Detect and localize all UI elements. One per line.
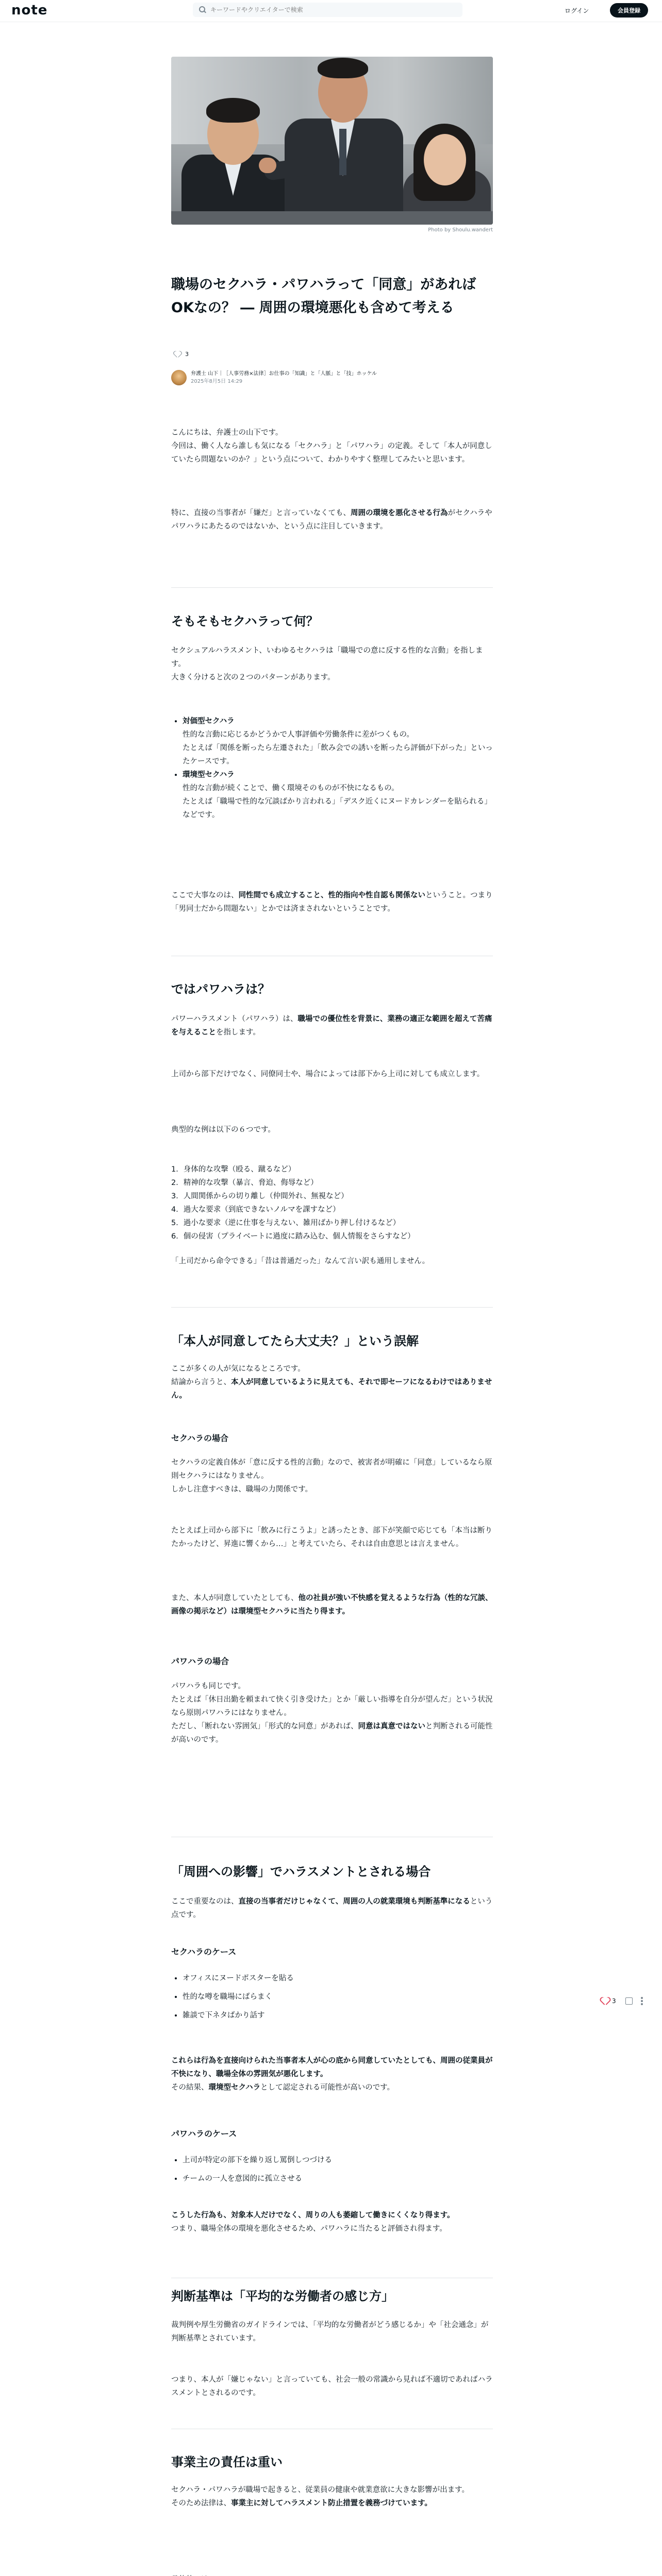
sec6-paragraph: セクハラ・パワハラが職場で起きると、従業員の健康や就業意欲に大きな影響が出ます。 そのため法律は、事業主に対してハラスメント防止措置を義務づけています。 [171, 2486, 469, 2507]
sec5-paragraph: 裁判例や厚生労働省のガイドラインでは、「平均的な労働者がどう感じるか」や「社会通念」が判断基準とされています。 [171, 2321, 489, 2343]
like-bar[interactable] [174, 351, 189, 358]
subheading-sexual-case: セクハラのケース [171, 1947, 237, 1957]
heart-icon[interactable] [601, 1997, 609, 2005]
sec3-sexual-paragraph: セクハラの定義自体が「意に反する性的言動」なので、被害者が明確に「同意」しているなら原則セクハラにはなりません。 しかし注意すべきは、職場の力関係です。 [171, 1459, 492, 1494]
photo-credit: Photo by Shoulu.wandert [428, 227, 493, 233]
sec1-list: • 対価型セクハラ 性的な言動に応じるかどうかで人事評価や労働条件に差がつくもの。 たとえば「関係を断ったら左遷された」「飲み会での誘いを断ったら評価が下がった」といったケースです。 • 環境型セクハラ 性的な言動が続くことで、働く環境そのものが不快になるもの。 たとえば「職場で性的な冗談ばかり言われる」「デスク近くにヌードカレンダーを貼られる」などです。 [171, 715, 493, 822]
search-box[interactable] [193, 3, 462, 17]
article-title: 職場のセクハラ・パワハラって「同意」があればOKなの？ ― 周囲の環境悪化も含めて考える [171, 277, 476, 316]
heading-sexual-harassment: そもそもセクハラって何？ [171, 614, 319, 629]
avatar[interactable] [171, 370, 187, 385]
heading-employer-responsibility: 事業主の責任は重い [171, 2455, 283, 2469]
heading-power-harassment: ではパワハラは？ [171, 982, 270, 996]
divider [171, 587, 493, 588]
heading-consent-misconception: 「本人が同意してたら大丈夫？」という誤解 [171, 1334, 419, 1348]
sec2-paragraph-3: 典型的な例は以下の６つです。 [171, 1126, 275, 1134]
divider [171, 1307, 493, 1308]
author-name[interactable]: 弁護士 山下｜［人事労務×法律］お仕事の「知識」と「人脈」と「技」ホッケル [191, 371, 377, 377]
publish-date: 2025年8月5日 14:29 [191, 379, 243, 384]
heading-criteria: 判断基準は「平均的な労働者の感じ方」 [171, 2289, 394, 2303]
subheading-power: パワハラの場合 [171, 1656, 229, 1666]
sec3-sexual-paragraph-3: また、本人が同意していたとしても、他の社員が強い不快感を覚えるような行為（性的な冗談、画像の掲示など）は環境型セクハラに当たり得ます。 [171, 1594, 493, 1616]
sec5-paragraph-2: つまり、本人が「嫌じゃない」と言っていても、社会一般の常識から見れば不適切であればハラスメントとされるのです。 [171, 2376, 493, 2397]
sec2-list: 1．身体的な攻撃（殴る、蹴るなど） 2．精神的な攻撃（暴言、脅迫、侮辱など） 3．人間関係からの切り離し（仲間外れ、無視など） 4．過大な要求（到底できないノルマを課すなど） 5．過小な要求（逆に仕事を与えない、雑用ばかり押し付けるなど） 6．個の侵害（プライベートに過度に踏み込む、個人情報をさらすなど） [171, 1165, 415, 1241]
search-input[interactable] [209, 6, 454, 14]
floating-action-bar [601, 1997, 643, 2005]
sec3-sexual-paragraph-2: たとえば上司から部下に「飲みに行こうよ」と誘ったとき、部下が笑顔で応じても「本当は断りたかったけど、昇進に響くから…」と考えていたら、それは自由意思とは言えません。 [171, 1527, 492, 1548]
sec2-note: 「上司だから命令できる」「昔は普通だった」なんて言い訳も通用しません。 [171, 1257, 430, 1265]
sec2-paragraph: パワーハラスメント（パワハラ）は、職場での優位性を背景に、業務の適正な範囲を超えて苦痛を与えることを指します。 [171, 1015, 492, 1037]
heart-icon[interactable] [174, 351, 181, 358]
intro-paragraph-2: 特に、直接の当事者が「嫌だ」と言っていなくても、周囲の環境を悪化させる行為がセクハラやパワハラにあたるのではないか、という点に注目していきます。 [171, 509, 492, 531]
sec4-list-1: • オフィスにヌードポスターを貼る • 性的な噂を職場にばらまく • 雑談で下ネタばかり話す [171, 1972, 493, 2022]
sec1-paragraph: セクシュアルハラスメント、いわゆるセクハラは「職場での意に反する性的な言動」を指します。 大きく分けると次の２つのパターンがあります。 [171, 647, 483, 682]
floating-like-count: 3 [612, 1997, 616, 2005]
search-icon [199, 6, 206, 13]
sec2-paragraph-2: 上司から部下だけでなく、同僚同士や、場合によっては部下から上司に対しても成立します。 [171, 1070, 485, 1078]
sec4-list-2: • 上司が特定の部下を繰り返し罵倒しつづける • チームの一人を意図的に孤立させる [171, 2154, 493, 2185]
signup-button[interactable]: 会員登録 [610, 3, 648, 18]
subheading-sexual: セクハラの場合 [171, 1433, 229, 1443]
intro-paragraph-1: こんにちは、弁護士の山下です。 今回は、働く人なら誰しも気になる「セクハラ」と「パワハラ」の定義。そして「本人が同意していたら問題ないのか？」という点について、わかりやすく整理してみたいと思います。 [171, 429, 492, 464]
hero-image [171, 57, 493, 225]
login-link[interactable]: ログイン [565, 7, 589, 14]
sec3-power-paragraph: パワハラも同じです。 たとえば「休日出勤を頼まれて快く引き受けた」とか「厳しい指導を自分が望んだ」という状況なら原則パワハラにはなりません。 ただし、「断れない雰囲気」「形式的な同意」があれば、同意は真意ではないと判断される可能性が高いのです。 [171, 1682, 493, 1744]
sec4-paragraph-3: こうした行為も、対象本人だけでなく、周りの人も萎縮して働きにくくなり得ます。 つまり、職場全体の環境を悪化させるため、パワハラに当たると評価され得ます。 [171, 2211, 455, 2233]
sec4-paragraph: ここで重要なのは、直接の当事者だけじゃなくて、周囲の人の就業環境も判断基準になるという点です。 [171, 1897, 493, 1919]
sec4-paragraph-2: これらは行為を直接向けられた当事者本人が心の底から同意していたとしても、周囲の従業員が不快になり、職場全体の雰囲気が悪化します。 その結果、環境型セクハラとして認定される可能性が高いのです。 [171, 2057, 493, 2092]
sec6-paragraph-2 [171, 2573, 493, 2576]
like-count: 3 [185, 351, 189, 358]
share-icon[interactable] [625, 1997, 633, 2005]
note-logo[interactable]: note [11, 3, 48, 18]
subheading-power-case: パワハラのケース [171, 2129, 237, 2139]
site-header [0, 0, 662, 22]
author-info[interactable] [171, 370, 377, 385]
more-icon[interactable] [641, 2000, 643, 2002]
heading-surrounding-impact: 「周囲への影響」でハラスメントとされる場合 [171, 1865, 431, 1879]
sec1-note: ここで大事なのは、同性間でも成立すること、性的指向や性自認も関係ないということ。つまり「男同士だから問題ない」とかでは済まされないということです。 [171, 891, 493, 913]
sec3-paragraph: ここが多くの人が気になるところです。 結論から言うと、本人が同意しているように見えても、それで即セーフになるわけではありません。 [171, 1365, 492, 1400]
